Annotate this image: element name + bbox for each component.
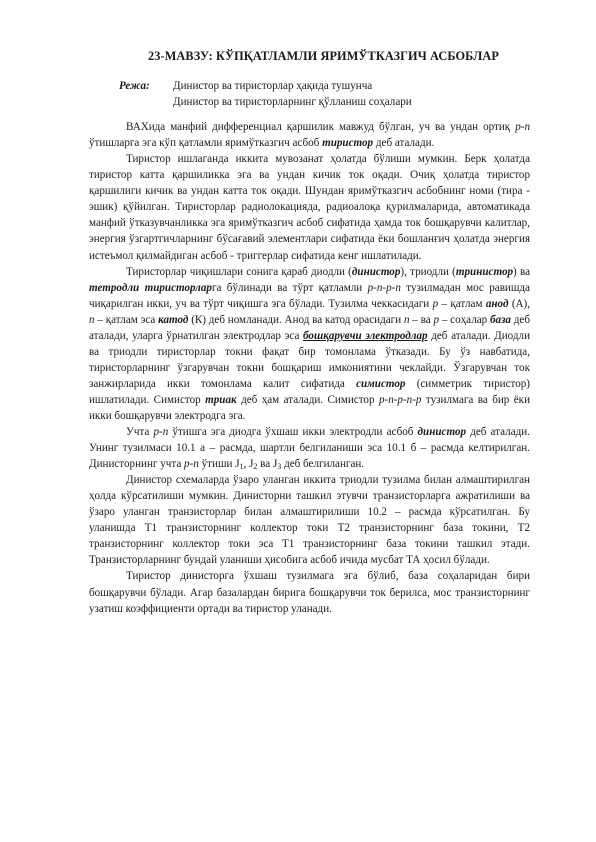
plan-item: Динистор ва тиристорлар ҳақида тушунча [173,80,373,93]
paragraph-thyristor-definition: ВАХида манфий дифференциал қаршилик мавжуд бўлган, уч ва ундан ортиқ p-n ўтишларга эга кўп қатламли яримўтказгич асбоб тиристор деб аталади. [89,121,530,150]
document-page [89,48,530,617]
lecture-plan [89,78,530,110]
paragraph-transistor-model: Динистор схемаларда ўзаро уланган иккита триодли тузилма билан алмаштирилган ҳолда кўрсатилиши мумкин. Динисторни ташкил этувчи транзисторларга ажратилиши ва ўзаро уланган транзисторлар билан алмаштирилиши 10.2 – расмда кўрсатилган. Бу уланишда Т1 транзисторнинг коллектор токи Т2 транзисторнинг база токини, Т2 транзисторнинг коллектор токи эса Т1 транзисторнинг база токини ташкил этади. Транзисторларнинг бундай уланиши ҳисобига асбоб ичида мусбат ТА ҳосил бўлади. [89,474,530,567]
paragraph-dinistor: Учта p-n ўтишга эга диодга ўхшаш икки электродли асбоб динистор деб аталади. Унинг тузилмаси 10.1 а – расмда, шартли белгиланиши эса 10.1 б – расмда келтирилган. Динисторнинг учта p-n ўтиши $J_1$, $J_2$ ва $J_3$ деб белгиланган. [89,426,530,472]
paragraph-thyristor-states: Тиристор ишлаганда иккита мувозанат ҳолатда бўлиши мумкин. Берк ҳолатда тиристор катта қаршиликка эга ва ундан кичик ток оқади. Очиқ ҳолатда тиристор қаршилиги кичик ва ундан катта ток оқади. Шундан яримўтказгич асбобнинг номи (тира - эшик) қўйилган. Тиристорлар радиолокацияда, радиоалоқа қурилмаларида, автоматикада манфий ўтказувчанликка эга яримўтказгич асбоб сифатида ҳамда ток бошқарувчи калитлар, энергия ўзгартгичларнинг бўсағавий элементлари сифатида ёки бошланғич ҳолатда энергия истеъмол қилмайдиган асбоб - триггерлар сифатида кенг ишлатилади. [89,153,530,262]
paragraph-thyristor-types: Тиристорлар чиқишлари сонига қараб диодли (динистор), триодли (тринистор) ва тетродли тиристорларга бўлинади ва тўрт қатламли p-n-p-n тузилмадан мос равишда чиқарилган икки, уч ва тўрт чиқишга эга бўлади. Тузилма чеккасидаги p – қатлам анод (А), n – қатлам эса катод (К) деб номланади. Анод ва катод орасидаги n – ва p – соҳалар база деб аталади, уларга ўрнатилган электродлар эса бошқарувчи электродлар деб аталади. Диодли ва триодли тиристорлар токни фақат бир томонлама ўтказади. Бу ўз навбатида, тиристорларнинг ўзгарувчан токни бошқариш имкониятини чеклайди. Ўзгарувчан ток занжирларида икки томонлама калит сифатида симистор (симметрик тиристор) ишлатилади. Симистор триак деб ҳам аталади. Симистор p-n-p-n-p тузилмага ва бир ёки икки бошқарувчи электродга эга. [89,265,531,422]
plan-label: Режа: [119,80,150,93]
paragraph-thyristor-control: Тиристор динисторга ўхшаш тузилмага эга бўлиб, база соҳаларидан бири бошқарувчи бўлади. Агар базалардан бирига бошқарувчи ток берилса, мос транзисторнинг узатиш коэффициенти ортади ва тиристор уланади. [89,570,530,615]
plan-item: Динистор ва тиристорларнинг қўлланиш соҳалари [173,96,412,109]
page-title: 23-МАВЗУ: КЎПҚАТЛАМЛИ ЯРИМЎТКАЗГИЧ АСБОБЛАР [148,49,499,63]
